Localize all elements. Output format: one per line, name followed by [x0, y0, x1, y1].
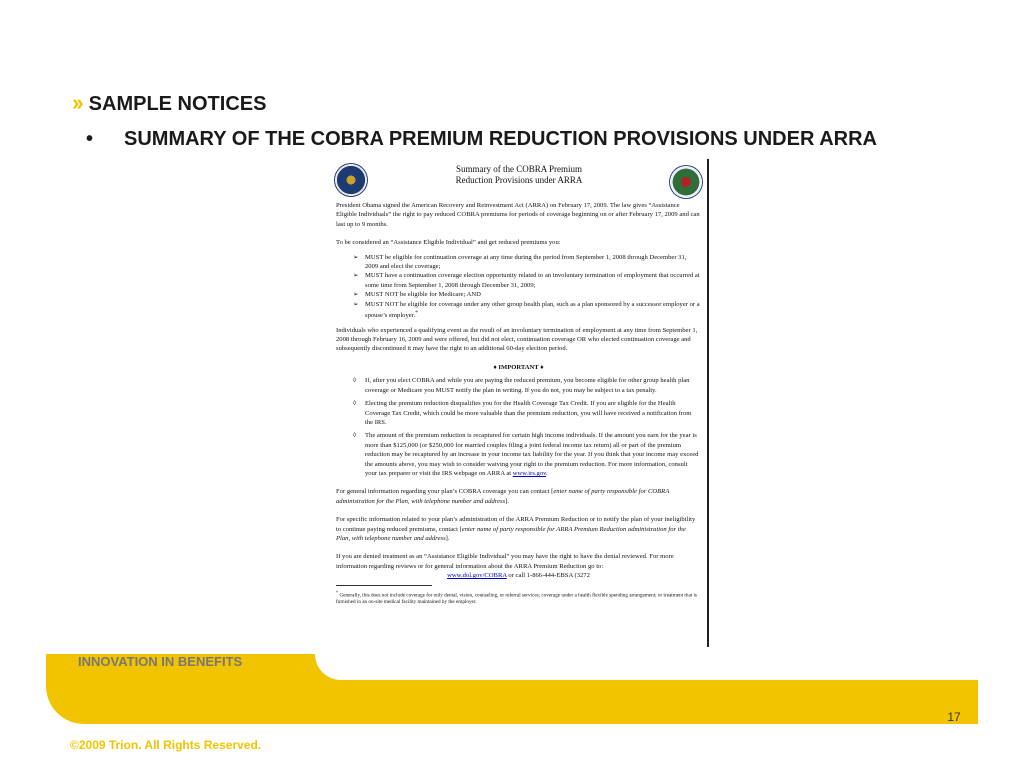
document-title-line2: Reduction Provisions under ARRA	[455, 175, 583, 185]
footnote-text: Generally, this does not include coverage for only dental, vision, counseling, or referral services; coverage under a health flexible spending arrangement; or treatment that is furnished in an on-site medical facility maintained by the employer.	[336, 592, 697, 606]
arrow-bullet-icon: ➢	[353, 253, 359, 261]
denied-paragraph	[336, 552, 701, 571]
list-item	[336, 290, 701, 299]
arrow-bullet-icon: ➢	[353, 300, 359, 308]
slide-subtitle-text: SUMMARY OF THE COBRA PREMIUM REDUCTION PROVISIONS UNDER ARRA	[124, 128, 877, 150]
diamond-bullet-icon: ◊	[353, 400, 357, 408]
list-item-text: MUST have a continuation coverage election opportunity related to an involuntary termination of employment that occurred at some time from September 1, 2008 through December 31, 2009;	[365, 272, 700, 289]
slide-subtitle	[86, 128, 877, 151]
chevron-icon: ››	[72, 90, 81, 115]
irs-link[interactable]: www.irs.gov	[512, 469, 546, 477]
intro-paragraph: President Obama signed the American Recovery and Reinvestment Act (ARRA) on February 17, 2009. The law gives “Assistance Eligible Individuals” the right to pay reduced COBRA premiums for periods of coverage beginning on or after February 17, 2009 and can last up to 9 months.	[336, 202, 700, 228]
dol-link[interactable]: www.dol.gov/COBRA	[447, 572, 507, 580]
list-item-text: MUST NOT be eligible for coverage under any other group health plan, such as a plan sponsored by a successor employer or a spouse’s employer.	[365, 300, 700, 320]
general-info-paragraph: For general information regarding your plan’s COBRA coverage you can contact [enter name of party responsible for COBRA administration for the Plan, with telephone number and address].	[336, 488, 670, 505]
specific-info-placeholder: enter name of party responsible for ARRA Premium Reduction administration for the Plan, with telephone number and address	[336, 525, 686, 542]
denied-text: If you are denied treatment as an “Assistance Eligible Individual” you may have the right to have the denial reviewed. For more information regarding reviews or for general information about the ARRA Premium Reduction go to:	[336, 553, 674, 570]
list-item	[336, 376, 701, 395]
list-item-text: MUST NOT be eligible for Medicare; AND	[365, 291, 481, 299]
copyright: ©2009 Trion. All Rights Reserved.	[70, 738, 262, 752]
document-title	[401, 164, 637, 186]
chevron-icon: ››	[938, 708, 942, 724]
general-info-placeholder: enter name of party responsible for COBRA administration for the Plan, with telephone number and address	[336, 488, 670, 505]
page-number	[938, 708, 961, 724]
section-title	[72, 90, 266, 116]
section-title-text: SAMPLE NOTICES	[88, 93, 267, 115]
general-info-text: For general information regarding your plan’s COBRA coverage you can contact [	[336, 488, 554, 496]
specific-info-text: For specific information related to your plan’s administration of the ARRA Premium Reduction or to notify the plan of your ineligibility to continue paying reduced premiums, contact [	[336, 516, 696, 533]
list-item-text: The amount of the premium reduction is recaptured for certain high income individuals. If the amount you earn for the year is more than $125,000 (or $250,000 for married couples filing a joint federal income tax return) all or part of the premium reduction may be recaptured by an increase in your income tax liability for the year. If you think that your income may exceed the amounts above, you may wish to consider waiving your right to the premium reduction. For more information, consult your tax preparer or visit the IRS webpage on ARRA at	[365, 432, 699, 477]
footer-band-cutout	[315, 654, 978, 680]
list-item-text: MUST be eligible for continuation coverage at any time during the period from September 1, 2008 through December 31, 2009 and elect the coverage;	[365, 253, 687, 271]
list-item	[336, 399, 701, 427]
notice-document	[331, 159, 709, 647]
list-item	[336, 271, 701, 290]
specific-info-paragraph: For specific information related to your plan’s administration of the ARRA Premium Reduction or to notify the plan of your ineligibility to continue paying reduced premiums, contact [enter name of party responsible for ARRA Premium Reduction administration for the Plan, with telephone number and address].	[336, 516, 696, 542]
list-item	[336, 300, 701, 321]
footer-tagline-text: INNOVATION IN BENEFITS	[78, 654, 243, 669]
important-list	[336, 376, 701, 478]
document-title-line1: Summary of the COBRA Premium	[456, 164, 582, 174]
important-heading: ♦ IMPORTANT ♦	[493, 363, 544, 371]
dol-phone: or call 1-866-444-EBSA (3272	[506, 572, 590, 580]
list-item	[336, 253, 701, 272]
requirements-list	[336, 253, 701, 321]
chevron-icon: ››	[70, 653, 74, 670]
list-item-text: If, after you elect COBRA and while you are paying the reduced premium, you become eligible for other group health plan coverage or Medicare you MUST notify the plan in writing. If you do not, you may be subject to a tax penalty.	[365, 377, 690, 394]
dol-seal-icon	[334, 163, 368, 197]
diamond-bullet-icon: ◊	[353, 432, 357, 440]
page-number-text: 17	[947, 710, 961, 724]
footer-tagline	[70, 653, 242, 670]
document-body	[336, 201, 701, 606]
eligibility-intro: To be considered an “Assistance Eligible Individual” and get reduced premiums you:	[336, 239, 561, 247]
footnote-marker: *	[415, 310, 418, 317]
diamond-bullet-icon: ◊	[353, 377, 357, 385]
list-item-text: Electing the premium reduction disqualifies you for the Health Coverage Tax Credit. If you are eligible for the Health Coverage Tax Credit, which could be more valuable than the premium reduction, you will have received a notification from the IRS.	[365, 400, 692, 426]
arrow-bullet-icon: ➢	[353, 291, 359, 299]
bullet-icon: •	[86, 128, 94, 150]
agency-seal-icon	[669, 165, 703, 199]
list-item: ◊ The amount of the premium reduction is recaptured for certain high income individuals. If the amount you earn for the year is more than $125,000 (or $250,000 for married couples filing a joint federal income tax return) all or part of the premium reduction may be recaptured by an increase in your income tax liability for the year. If you think that your income may exceed the amounts above, you may wish to consider waiving your right to the premium reduction. For more information, consult your tax preparer or visit the IRS webpage on ARRA at www.irs.gov.	[353, 432, 699, 477]
dol-contact-line	[336, 571, 701, 580]
additional-election-paragraph: Individuals who experienced a qualifying event as the result of an involuntary termination of employment at any time from September 1, 2008 through February 16, 2009 and were offered, but did not elect, continuation coverage OR who elected continuation coverage and subsequently discontinued it may have the right to an additional 60-day election period.	[336, 326, 698, 353]
footnote: * Generally, this does not include coverage for only dental, vision, counseling, or referral services; coverage under a health flexible spending arrangement; or treatment that is furnished in an on-site medical facility maintained by the employer.	[336, 589, 697, 606]
arrow-bullet-icon: ➢	[353, 272, 359, 280]
footnote-divider	[336, 585, 432, 586]
